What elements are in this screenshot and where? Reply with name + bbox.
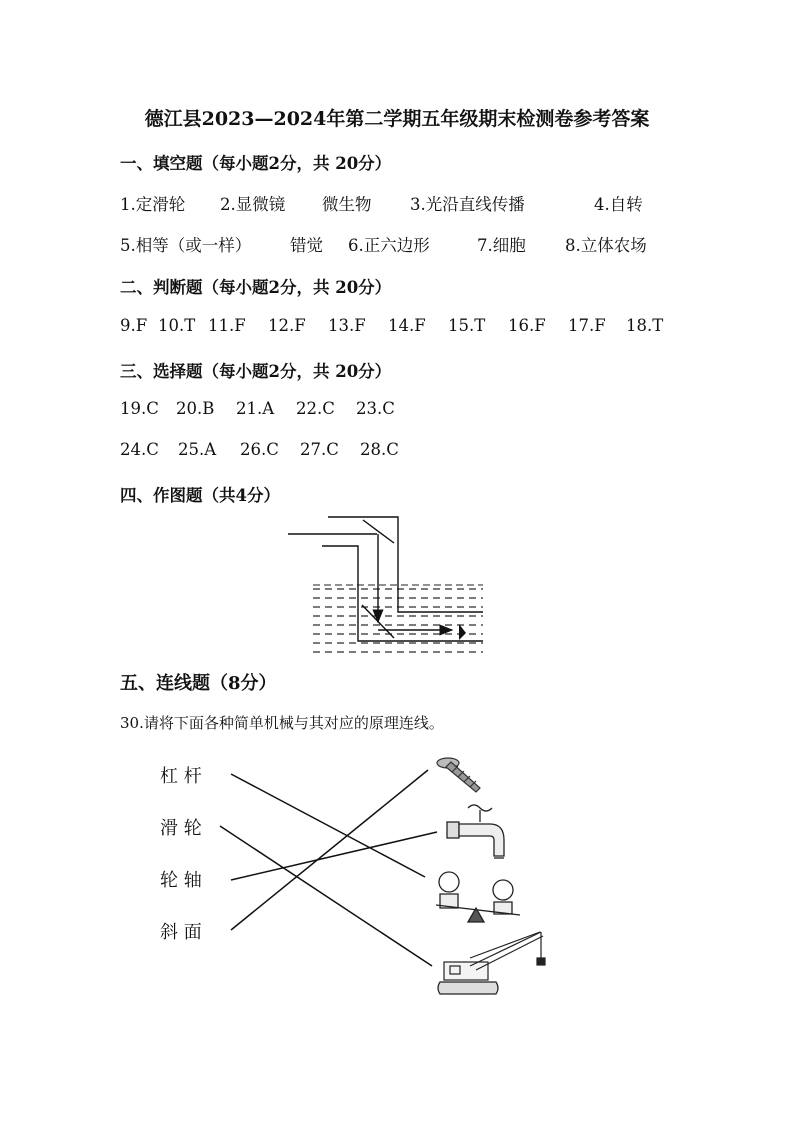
answer-5b: 错觉 — [290, 236, 323, 255]
answer-5a: 5.相等（或一样） — [120, 236, 252, 255]
answer-6: 6.正六边形 — [348, 236, 430, 255]
answer-19: 19.C — [120, 399, 159, 418]
answer-8: 8.立体农场 — [565, 236, 647, 255]
machine-incline: 斜 面 — [160, 922, 202, 943]
line-axle-faucet — [231, 832, 437, 880]
machine-lever: 杠 杆 — [160, 766, 202, 787]
answer-2b: 微生物 — [322, 195, 372, 214]
section-1-heading: 一、填空题（每小题2分，共 20分） — [120, 154, 392, 173]
answer-1: 1.定滑轮 — [120, 195, 186, 214]
seesaw-icon — [436, 872, 520, 922]
answer-27: 27.C — [300, 440, 339, 459]
answer-2a: 2.显微镜 — [220, 195, 286, 214]
answer-11: 11.F — [208, 316, 246, 335]
answer-28: 28.C — [360, 440, 399, 459]
page-title: 德江县2023—2024年第二学期五年级期末检测卷参考答案 — [144, 108, 650, 130]
answer-9: 9.F — [120, 316, 148, 335]
answer-4: 4.自转 — [594, 195, 643, 214]
answer-13: 13.F — [328, 316, 366, 335]
machine-pulley: 滑 轮 — [160, 818, 202, 839]
screw-icon — [437, 758, 480, 792]
answer-3: 3.光沿直线传播 — [410, 195, 525, 214]
machine-wheel-axle: 轮 轴 — [160, 870, 202, 891]
answer-23: 23.C — [356, 399, 395, 418]
line-incline-screw — [231, 770, 428, 930]
answer-14: 14.F — [388, 316, 426, 335]
answer-26: 26.C — [240, 440, 279, 459]
section-3-heading: 三、选择题（每小题2分，共 20分） — [120, 362, 392, 381]
faucet-icon — [447, 805, 504, 858]
section-5-heading: 五、连线题（8分） — [120, 673, 277, 694]
answer-12: 12.F — [268, 316, 306, 335]
answer-7: 7.细胞 — [477, 236, 526, 255]
crane-icon — [438, 932, 545, 994]
answer-22: 22.C — [296, 399, 335, 418]
line-pulley-crane — [220, 826, 432, 966]
answer-10: 10.T — [158, 316, 196, 335]
answer-15: 15.T — [448, 316, 486, 335]
answer-21: 21.A — [236, 399, 275, 418]
answer-24: 24.C — [120, 440, 159, 459]
line-lever-seesaw — [231, 774, 425, 877]
section-2-heading: 二、判断题（每小题2分，共 20分） — [120, 278, 392, 297]
answer-20: 20.B — [176, 399, 215, 418]
answer-18: 18.T — [626, 316, 664, 335]
answer-16: 16.F — [508, 316, 546, 335]
question-30: 30.请将下面各种简单机械与其对应的原理连线。 — [120, 714, 444, 732]
answer-25: 25.A — [178, 440, 217, 459]
answer-17: 17.F — [568, 316, 606, 335]
section-4-heading: 四、作图题（共4分） — [120, 486, 280, 505]
